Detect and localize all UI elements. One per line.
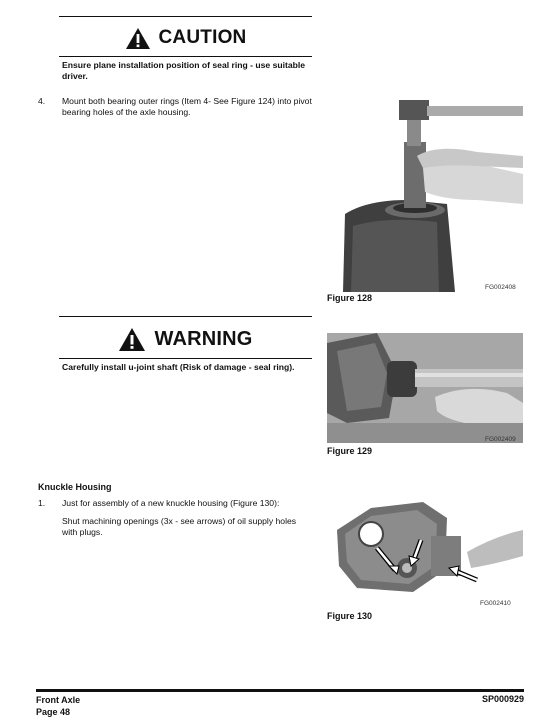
footer-rule	[36, 689, 524, 692]
knuckle-step-1-detail: Shut machining openings (3x - see arrows) of oil supply holes with plugs.	[62, 516, 297, 537]
figure-129-photo	[327, 333, 523, 443]
figure-130-photo	[327, 496, 523, 600]
caution-text: Ensure plane installation position of seal ring - use suitable driver.	[62, 60, 306, 81]
caution-title: CAUTION	[158, 27, 247, 48]
warning-top-rule	[59, 316, 312, 317]
warning-text: Carefully install u-joint shaft (Risk of damage - seal ring).	[62, 362, 295, 372]
caution-mid-rule	[59, 56, 312, 57]
figure-130-code: FG002410	[480, 600, 511, 607]
footer-page-number: Page 48	[36, 707, 71, 717]
figure-130-caption: Figure 130	[327, 611, 373, 621]
figure-128-photo	[327, 96, 523, 292]
caution-top-rule	[59, 16, 312, 17]
warning-title: WARNING	[154, 327, 253, 350]
warning-title-row	[59, 324, 312, 354]
warning-mid-rule	[59, 358, 312, 359]
figure-128-code: FG002408	[485, 284, 516, 291]
footer-section-title: Front Axle	[36, 695, 81, 705]
knuckle-step-1-number: 1.	[38, 498, 46, 508]
step-4-number: 4.	[38, 96, 46, 106]
caution-title-row	[59, 24, 312, 52]
knuckle-step-1-text: Just for assembly of a new knuckle housing (Figure 130):	[62, 498, 280, 508]
figure-128-caption: Figure 128	[327, 293, 373, 303]
footer-document-id: SP000929	[481, 694, 524, 704]
step-4-text: Mount both bearing outer rings (Item 4- See Figure 124) into pivot bearing holes of the axle housing.	[62, 96, 312, 117]
caution-warning-icon	[125, 27, 151, 50]
warning-warning-icon	[118, 327, 146, 352]
knuckle-housing-heading: Knuckle Housing	[38, 482, 112, 492]
figure-129-caption: Figure 129	[327, 446, 373, 456]
figure-129-code: FG002409	[485, 436, 516, 443]
